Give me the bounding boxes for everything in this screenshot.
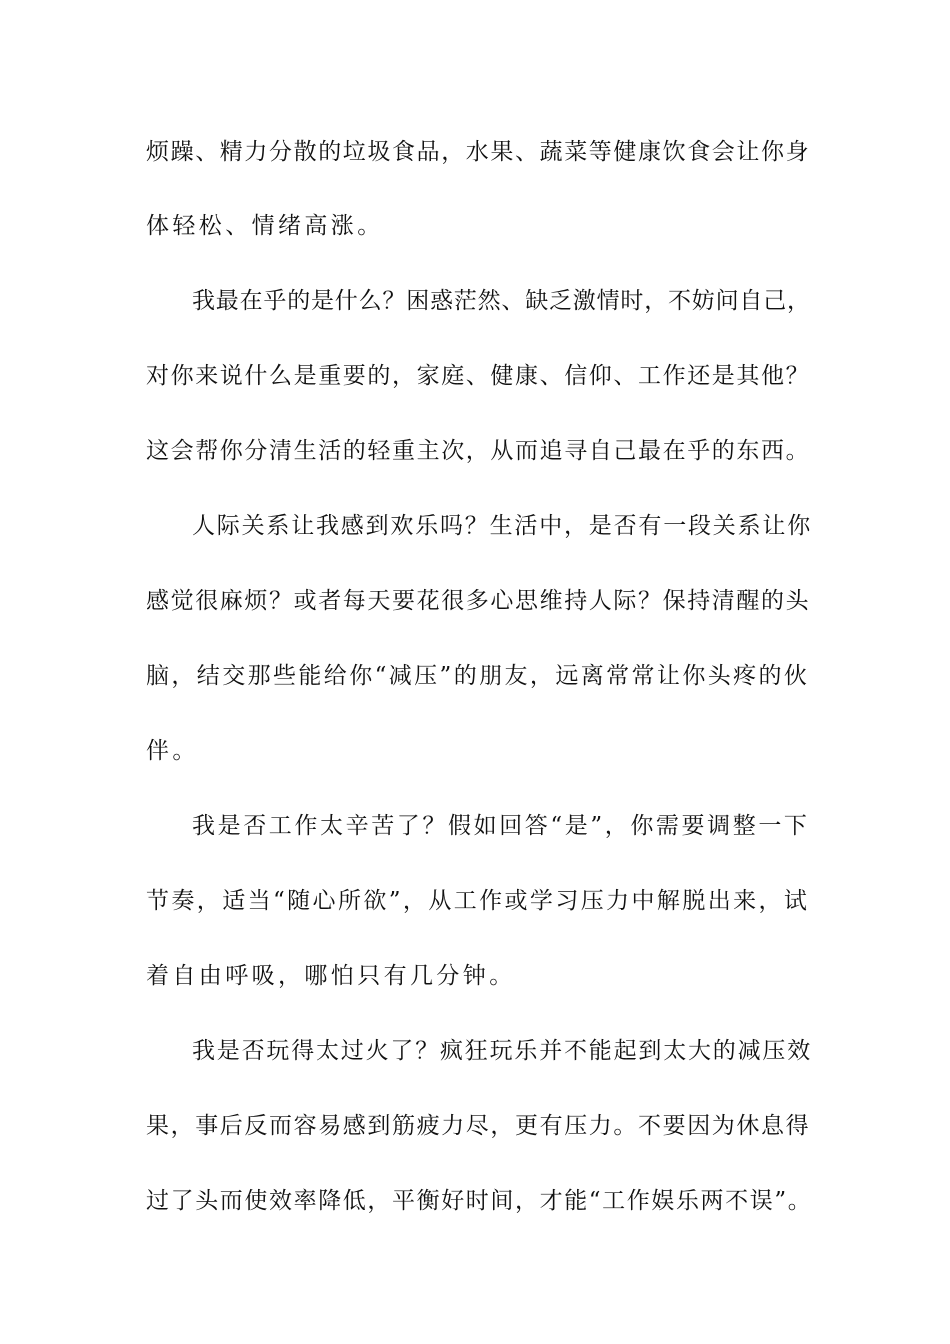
text-line: 伴。	[146, 738, 199, 764]
paragraph-first-line: 我是否工作太辛苦了？假如回答“是”，你需要调整一下	[192, 813, 810, 839]
paragraph-first-line: 我最在乎的是什么？困惑茫然、缺乏激情时，不妨问自己，	[192, 288, 811, 314]
text-line: 体轻松、情绪高涨。	[146, 213, 384, 239]
text-line: 着自由呼吸，哪怕只有几分钟。	[146, 963, 516, 989]
text-line: 过了头而使效率降低，平衡好时间，才能“工作娱乐两不误”。	[146, 1188, 813, 1214]
text-line: 烦躁、精力分散的垃圾食品，水果、蔬菜等健康饮食会让你身	[146, 139, 811, 165]
text-line: 这会帮你分清生活的轻重主次，从而追寻自己最在乎的东西。	[146, 438, 811, 464]
text-line: 脑，结交那些能给你“减压”的朋友，远离常常让你头疼的伙	[146, 663, 810, 689]
text-line: 节奏，适当“随心所欲”，从工作或学习压力中解脱出来，试	[146, 888, 810, 914]
paragraph-first-line: 人际关系让我感到欢乐吗？生活中，是否有一段关系让你	[192, 513, 812, 539]
paragraph-first-line: 我是否玩得太过火了？疯狂玩乐并不能起到太大的减压效	[192, 1038, 812, 1064]
text-line: 对你来说什么是重要的，家庭、健康、信仰、工作还是其他？	[146, 363, 811, 389]
text-line: 感觉很麻烦？或者每天要花很多心思维持人际？保持清醒的头	[146, 588, 811, 614]
text-line: 果，事后反而容易感到筋疲力尽，更有压力。不要因为休息得	[146, 1113, 811, 1139]
